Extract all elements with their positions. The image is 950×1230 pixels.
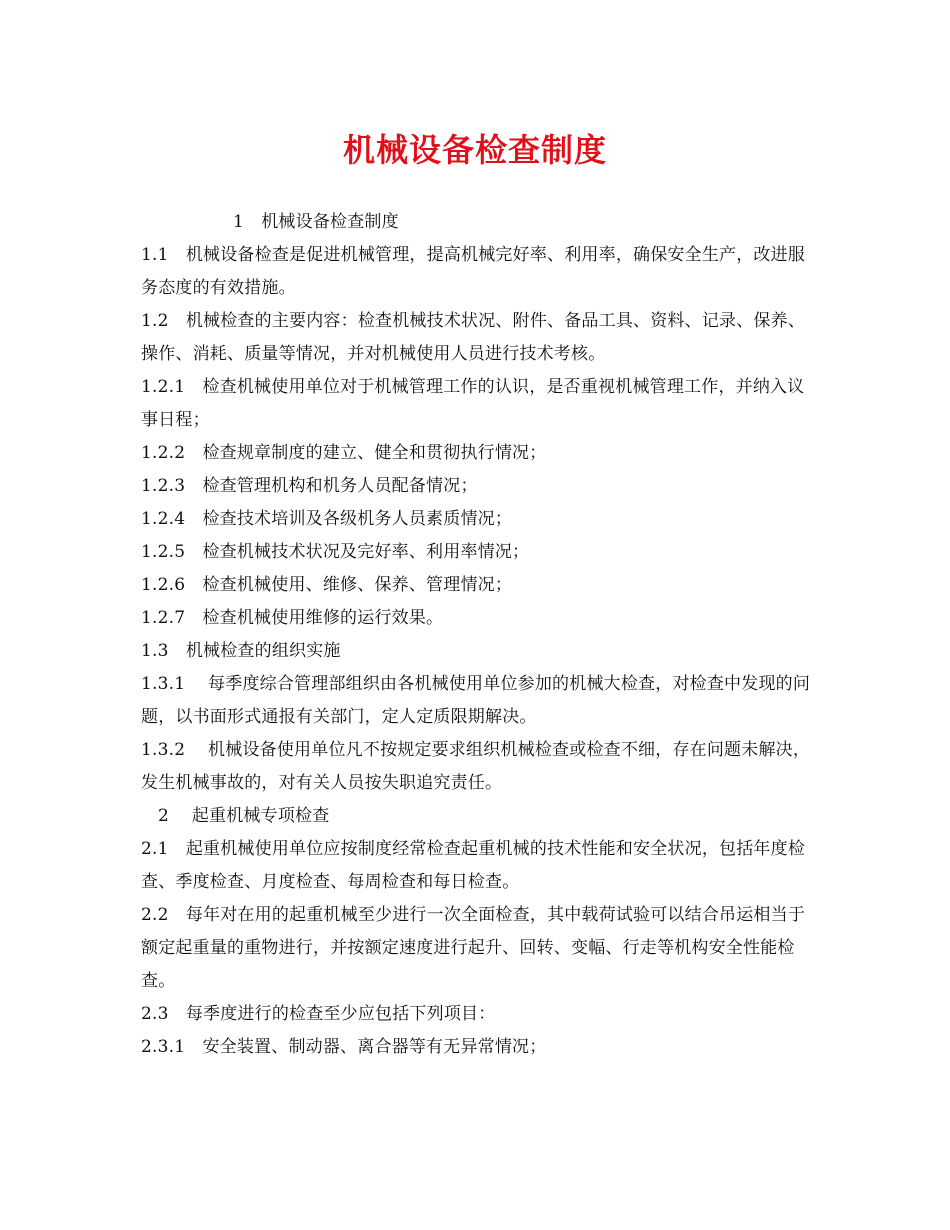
document-title: 机械设备检查制度: [342, 131, 607, 169]
paragraph: 1.2 机械检查的主要内容：检查机械技术状况、附件、备品工具、资料、记录、保养、操作、消耗、质量等情况，并对机械使用人员进行技术考核。: [141, 311, 806, 364]
paragraph: 1.1 机械设备检查是促进机械管理，提高机械完好率、利用率，确保安全生产，改进服务态度的有效措施。: [141, 245, 806, 298]
paragraph: 1.2.5 检查机械技术状况及完好率、利用率情况；: [141, 542, 530, 562]
paragraph: 2.2 每年对在用的起重机械至少进行一次全面检查，其中载荷试验可以结合吊运相当于额定起重量的重物进行，并按额定速度进行起升、回转、变幅、行走等机构安全性能检查。: [141, 905, 806, 991]
paragraph: 1.2.1 检查机械使用单位对于机械管理工作的认识，是否重视机械管理工作，并纳入议事日程；: [141, 377, 805, 430]
paragraph: 1.3.1 每季度综合管理部组织由各机械使用单位参加的机械大检查，对检查中发现的问题，以书面形式通报有关部门，定人定质限期解决。: [141, 674, 811, 727]
paragraph: 2.3 每季度进行的检查至少应包括下列项目：: [141, 1004, 496, 1024]
paragraph: 2.3.1 安全装置、制动器、离合器等有无异常情况；: [141, 1037, 547, 1057]
paragraph: 1.3.2 机械设备使用单位凡不按规定要求组织机械检查或检查不细，存在问题未解决，发生机械事故的，对有关人员按失职追究责任。: [141, 740, 811, 793]
document-body: [141, 206, 811, 1064]
section-heading: 1 机械设备检查制度: [233, 212, 399, 232]
paragraph: 1.2.2 检查规章制度的建立、健全和贯彻执行情况；: [141, 443, 547, 463]
paragraph: 1.2.4 检查技术培训及各级机务人员素质情况；: [141, 509, 513, 529]
paragraph: 1.2.7 检查机械使用维修的运行效果。: [141, 608, 444, 628]
paragraph: 1.2.6 检查机械使用、维修、保养、管理情况；: [141, 575, 513, 595]
paragraph: 1.2.3 检查管理机构和机务人员配备情况；: [141, 476, 478, 496]
section-heading: 2 起重机械专项检查: [158, 806, 330, 826]
paragraph: 1.3 机械检查的组织实施: [141, 641, 341, 661]
paragraph: 2.1 起重机械使用单位应按制度经常检查起重机械的技术性能和安全状况，包括年度检查、季度检查、月度检查、每周检查和每日检查。: [141, 839, 806, 892]
